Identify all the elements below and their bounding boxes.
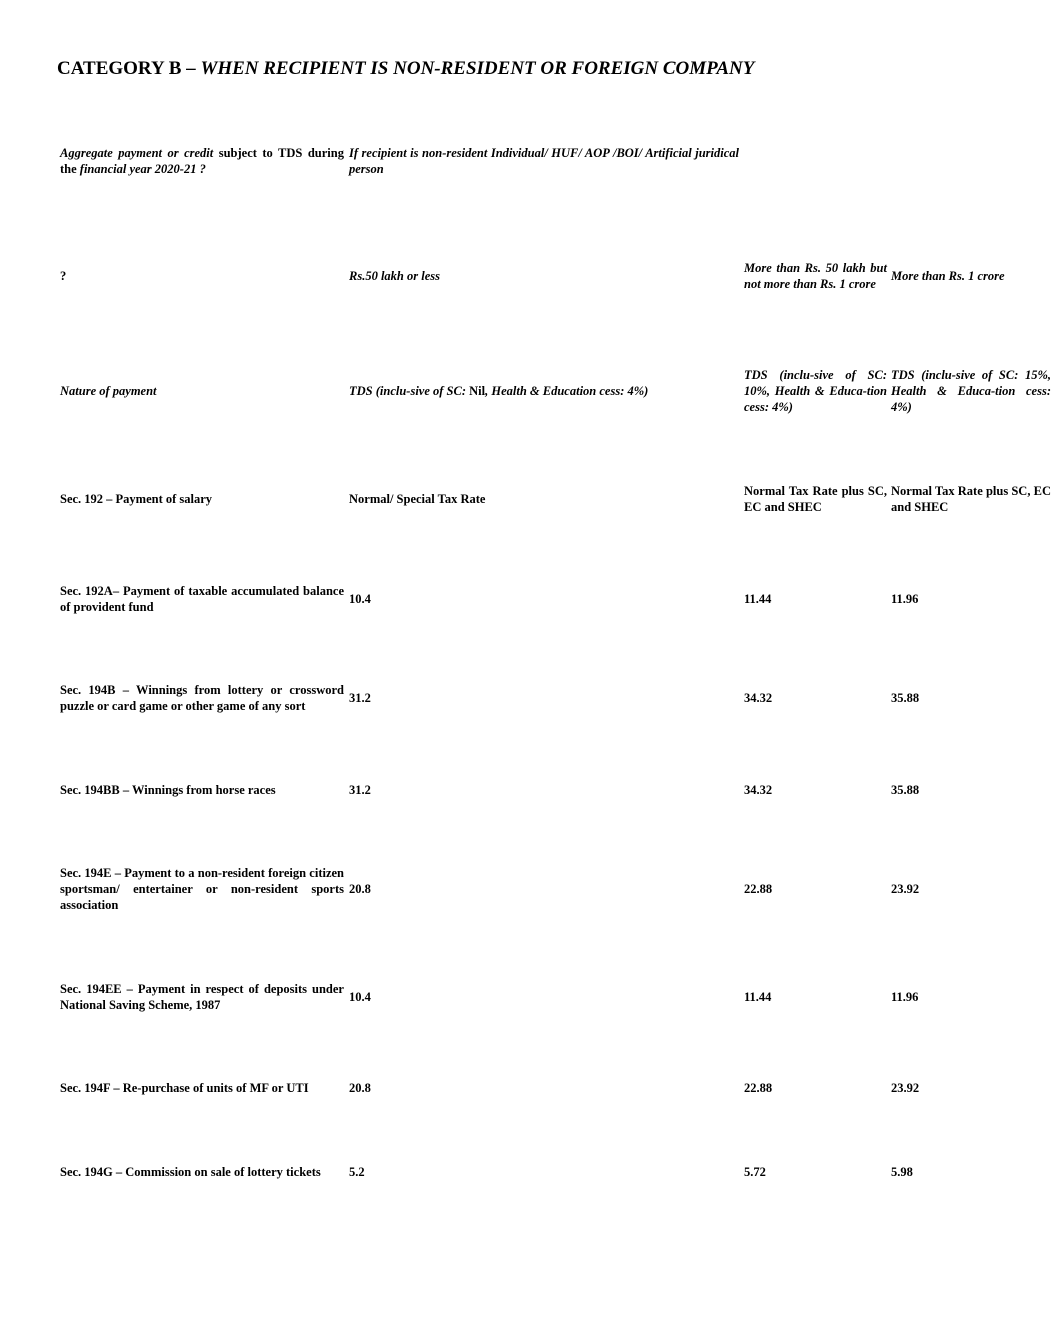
table-row-upto-50l: Normal/ Special Tax Rate bbox=[349, 492, 486, 506]
header-tds-nil-surcharge: TDS (inclu-sive of SC: Nil, Health & Education cess: 4%) bbox=[349, 384, 649, 398]
table-row-above-1cr: 23.92 bbox=[891, 882, 920, 896]
table-row-above-1cr: Normal Tax Rate plus SC, EC and SHEC bbox=[891, 484, 1051, 514]
table-row-above-1cr: 35.88 bbox=[891, 691, 920, 705]
table-row-above-1cr: 11.96 bbox=[891, 990, 919, 1004]
table-row-upto-50l: 20.8 bbox=[349, 1081, 371, 1095]
table-row-nature: Sec. 194F – Re-purchase of units of MF or UTI bbox=[60, 1081, 309, 1095]
header-above-1-crore: More than Rs. 1 crore bbox=[891, 269, 1005, 283]
table-row-above-1cr: 23.92 bbox=[891, 1081, 920, 1095]
table-row-upto-50l: 10.4 bbox=[349, 990, 371, 1004]
table-row-upto-50l: 20.8 bbox=[349, 882, 371, 896]
table-row-nature: Sec. 194B – Winnings from lottery or crossword puzzle or card game or other game of any sort bbox=[60, 683, 344, 713]
table-row-50l-to-1cr: 11.44 bbox=[744, 990, 772, 1004]
table-row-50l-to-1cr: 22.88 bbox=[744, 1081, 773, 1095]
table-row-nature: Sec. 192 – Payment of salary bbox=[60, 492, 213, 506]
header-tds-10-surcharge: TDS (inclu-sive of SC: 10%, Health & Educa-tion cess: 4%) bbox=[744, 368, 887, 414]
table-row-50l-to-1cr: 22.88 bbox=[744, 882, 773, 896]
header-aggregate-payment: Aggregate payment or credit subject to TDS during the financial year 2020-21 ? bbox=[60, 146, 344, 176]
table-row-upto-50l: 5.2 bbox=[349, 1165, 365, 1179]
table-row-above-1cr: 35.88 bbox=[891, 783, 920, 797]
table-row-nature: Sec. 192A– Payment of taxable accumulated balance of provident fund bbox=[60, 584, 344, 614]
page-title: CATEGORY B – WHEN RECIPIENT IS NON-RESIDENT OR FOREIGN COMPANY bbox=[57, 58, 755, 79]
table-row-nature: Sec. 194G – Commission on sale of lottery tickets bbox=[60, 1165, 321, 1179]
header-question-mark: ? bbox=[60, 269, 67, 283]
table-row-nature: Sec. 194BB – Winnings from horse races bbox=[60, 783, 276, 797]
table-row-50l-to-1cr: 34.32 bbox=[744, 691, 773, 705]
table-row-upto-50l: 31.2 bbox=[349, 783, 371, 797]
table-row-50l-to-1cr: Normal Tax Rate plus SC, EC and SHEC bbox=[744, 484, 887, 514]
table-row-50l-to-1cr: 34.32 bbox=[744, 783, 773, 797]
header-upto-50-lakh: Rs.50 lakh or less bbox=[349, 269, 440, 283]
table-row-above-1cr: 5.98 bbox=[891, 1165, 913, 1179]
table-row-upto-50l: 31.2 bbox=[349, 691, 371, 705]
header-50-lakh-to-1-crore: More than Rs. 50 lakh but not more than Rs. 1 crore bbox=[744, 261, 887, 291]
header-tds-15-surcharge: TDS (inclu-sive of SC: 15%, Health & Educa-tion cess: 4%) bbox=[891, 368, 1051, 414]
table-row-50l-to-1cr: 5.72 bbox=[744, 1165, 766, 1179]
table-row-nature: Sec. 194E – Payment to a non-resident foreign citizen sportsman/ entertainer or non-resident sports association bbox=[60, 866, 344, 912]
table-row-50l-to-1cr: 11.44 bbox=[744, 592, 772, 606]
header-recipient-type: If recipient is non-resident Individual/ HUF/ AOP /BOI/ Artificial juridical person bbox=[349, 146, 739, 176]
header-nature-of-payment: Nature of payment bbox=[60, 384, 157, 398]
table-row-upto-50l: 10.4 bbox=[349, 592, 371, 606]
table-row-above-1cr: 11.96 bbox=[891, 592, 919, 606]
table-row-nature: Sec. 194EE – Payment in respect of deposits under National Saving Scheme, 1987 bbox=[60, 982, 344, 1012]
